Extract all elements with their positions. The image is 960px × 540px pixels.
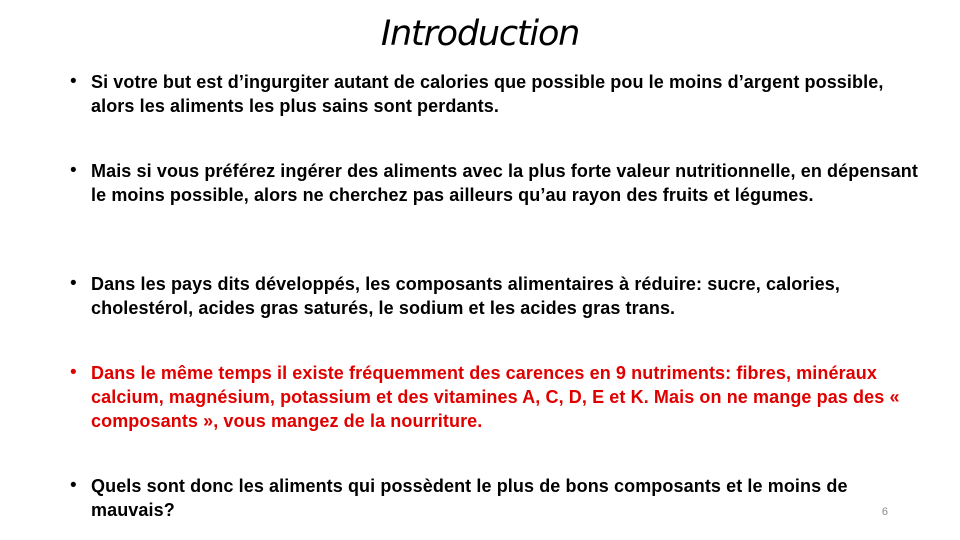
bullet-dot-icon: •: [70, 160, 77, 181]
bullet-dot-icon: •: [70, 71, 77, 92]
bullet-item-highlighted: [70, 361, 931, 433]
slide-title: Introduction: [380, 14, 580, 54]
bullet-item: [70, 159, 931, 207]
bullet-text: Dans le même temps il existe fréquemment des carences en 9 nutriments: fibres, minéraux calcium, magnésium, potassium et des vitamines A, C, D, E et K. Mais on ne mange pas des « composants », vous mangez de la nourriture.: [91, 363, 900, 431]
bullet-dot-icon: •: [70, 362, 77, 383]
bullet-text: Quels sont donc les aliments qui possèdent le plus de bons composants et le moins de mauvais?: [91, 476, 848, 520]
bullet-dot-icon: •: [70, 273, 77, 294]
bullet-item: [70, 70, 931, 118]
bullet-text: Mais si vous préférez ingérer des aliments avec la plus forte valeur nutritionnelle, en dépensant le moins possible, alors ne cherchez pas ailleurs qu’au rayon des fruits et légumes.: [91, 161, 918, 205]
bullet-item: [70, 474, 931, 522]
bullet-item: [70, 272, 931, 320]
page-number: 6: [881, 506, 888, 518]
bullet-text: Dans les pays dits développés, les composants alimentaires à réduire: sucre, calories, cholestérol, acides gras saturés, le sodium et les acides gras trans.: [91, 274, 840, 318]
bullet-text: Si votre but est d’ingurgiter autant de calories que possible pou le moins d’argent possible, alors les aliments les plus sains sont perdants.: [91, 72, 884, 116]
bullet-dot-icon: •: [70, 475, 77, 496]
